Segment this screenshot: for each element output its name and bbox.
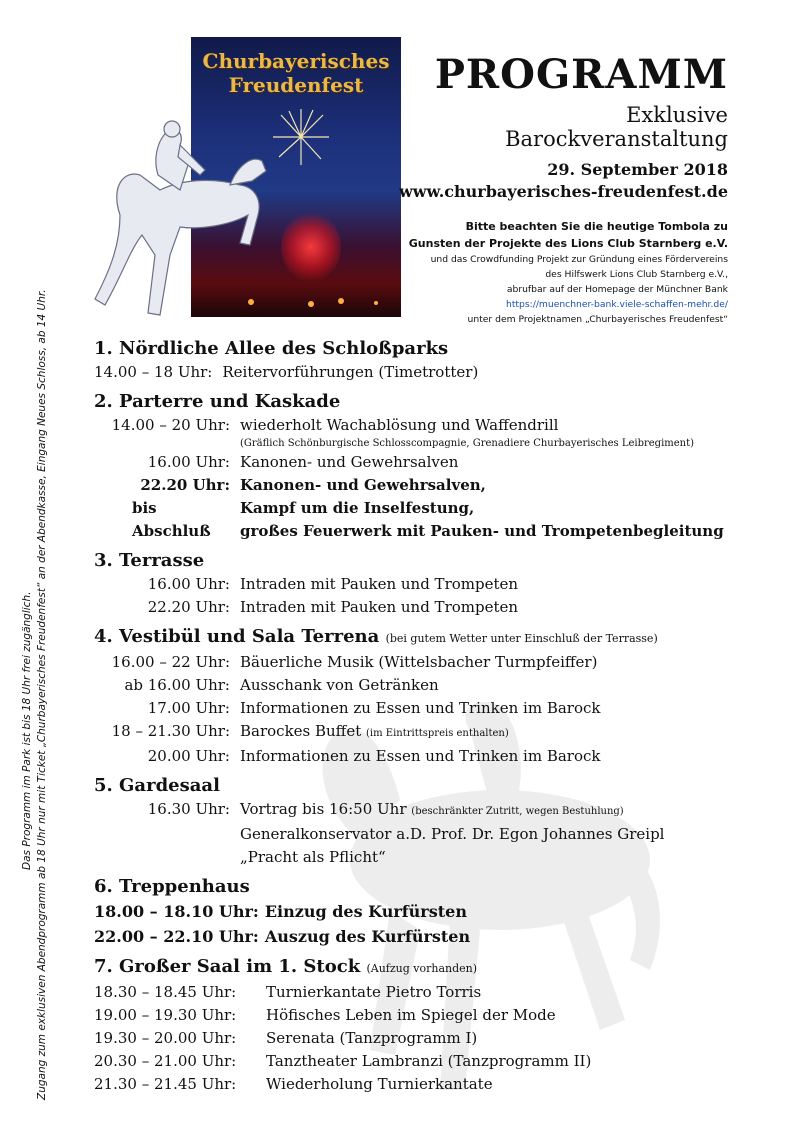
program-list bbox=[94, 331, 754, 1096]
schedule-row bbox=[94, 1004, 754, 1027]
row-desc: Einzug des Kurfürsten bbox=[264, 902, 467, 921]
program-subtitle-2: Barockveranstaltung bbox=[505, 127, 728, 151]
row-time: 20.00 Uhr: bbox=[147, 747, 230, 765]
section-title bbox=[94, 625, 754, 651]
program-subtitle: Exklusive bbox=[626, 103, 728, 127]
crowdfunding-line-3: abrufbar auf der Homepage der Münchner Bank bbox=[506, 284, 728, 295]
row-desc: Bäuerliche Musik (Wittelsbacher Turmpfeiffer) bbox=[240, 653, 598, 671]
crowdfunding-link[interactable]: https://muenchner-bank.viele-schaffen-mehr.de/ bbox=[506, 299, 728, 310]
row-desc: Ausschank von Getränken bbox=[240, 676, 439, 694]
row-desc: Informationen zu Essen und Trinken im Barock bbox=[240, 699, 601, 717]
section-title: 6. Treppenhaus bbox=[94, 876, 250, 897]
schedule-row bbox=[94, 798, 754, 823]
section-6 bbox=[94, 875, 754, 949]
tombola-line-2: Gunsten der Projekte des Lions Club Starnberg e.V. bbox=[408, 237, 728, 250]
access-info-line-2: Zugang zum exklusiven Abendprogramm ab 18 Uhr nur mit Ticket „Churbayerisches Freudenfest“ an der Abendkasse, Eingang Neues Schloss, ab 14 Uhr. bbox=[36, 289, 48, 1100]
row-desc: Wiederholung Turnierkantate bbox=[266, 1075, 493, 1093]
section-3 bbox=[94, 549, 754, 619]
row-desc: Kanonen- und Gewehrsalven bbox=[240, 453, 459, 471]
event-date: 29. September 2018 bbox=[547, 160, 728, 179]
section-title-note: (bei gutem Wetter unter Einschluß der Terrasse) bbox=[385, 632, 658, 645]
schedule-row bbox=[94, 474, 754, 497]
schedule-row bbox=[94, 745, 754, 768]
row-desc: Kanonen- und Gewehrsalven, bbox=[240, 476, 486, 494]
row-time: 18 – 21.30 Uhr: bbox=[111, 722, 230, 740]
schedule-row bbox=[94, 846, 754, 869]
row-time: 18.30 – 18.45 Uhr: bbox=[94, 983, 237, 1001]
section-title-text: 7. Großer Saal im 1. Stock bbox=[94, 956, 361, 977]
row-desc-text: Vortrag bis 16:50 Uhr bbox=[240, 800, 407, 818]
row-time: 21.30 – 21.45 Uhr: bbox=[94, 1075, 237, 1093]
schedule-row bbox=[94, 651, 754, 674]
section-2 bbox=[94, 390, 754, 543]
row-time: 16.00 Uhr: bbox=[147, 575, 230, 593]
schedule-row bbox=[94, 981, 754, 1004]
row-time: 22.20 Uhr: bbox=[147, 598, 230, 616]
row-time: 16.00 Uhr: bbox=[147, 453, 230, 471]
section-1 bbox=[94, 337, 754, 384]
schedule-row bbox=[94, 674, 754, 697]
row-desc-text: Barockes Buffet bbox=[240, 722, 362, 740]
row-time: bis bbox=[132, 499, 157, 517]
row-desc: Reitervorführungen (Timetrotter) bbox=[222, 363, 479, 381]
row-time: 22.20 Uhr: bbox=[140, 476, 230, 494]
schedule-row bbox=[94, 899, 754, 924]
section-title: 5. Gardesaal bbox=[94, 775, 220, 796]
row-time: 20.30 – 21.00 Uhr: bbox=[94, 1052, 237, 1070]
tombola-line-1: Bitte beachten Sie die heutige Tombola zu bbox=[465, 220, 728, 233]
section-title bbox=[94, 955, 754, 981]
schedule-row bbox=[94, 573, 754, 596]
row-time: Abschluß bbox=[132, 522, 211, 540]
section-title: 1. Nördliche Allee des Schloßparks bbox=[94, 338, 449, 359]
access-info-vertical bbox=[20, 289, 50, 1100]
row-time: ab 16.00 Uhr: bbox=[124, 676, 230, 694]
access-info-line-1: Das Programm im Park ist bis 18 Uhr frei zugänglich. bbox=[21, 591, 33, 870]
row-desc: Informationen zu Essen und Trinken im Barock bbox=[240, 747, 601, 765]
schedule-row bbox=[94, 497, 754, 520]
row-time: 14.00 – 20 Uhr: bbox=[111, 416, 230, 434]
section-title: 2. Parterre und Kaskade bbox=[94, 391, 341, 412]
schedule-row bbox=[0, 361, 754, 384]
schedule-row bbox=[94, 720, 754, 745]
schedule-row-note bbox=[94, 437, 754, 451]
crowdfunding-line-4: unter dem Projektnamen „Churbayerisches Freudenfest“ bbox=[467, 314, 728, 325]
row-time: 18.00 – 18.10 Uhr: bbox=[94, 902, 259, 921]
row-desc: Tanztheater Lambranzi (Tanzprogramm II) bbox=[266, 1052, 592, 1070]
schedule-row bbox=[94, 596, 754, 619]
row-time: 19.30 – 20.00 Uhr: bbox=[94, 1029, 237, 1047]
section-title: 3. Terrasse bbox=[94, 550, 205, 571]
schedule-row bbox=[94, 1073, 754, 1096]
row-desc-note: (im Eintrittspreis enthalten) bbox=[366, 728, 509, 739]
row-desc-note: (beschränkter Zutritt, wegen Bestuhlung) bbox=[411, 806, 624, 817]
row-time: 19.00 – 19.30 Uhr: bbox=[94, 1006, 237, 1024]
row-desc: Kampf um die Inselfestung, bbox=[240, 499, 475, 517]
schedule-row bbox=[94, 1027, 754, 1050]
row-desc: Intraden mit Pauken und Trompeten bbox=[240, 575, 519, 593]
section-title-note: (Aufzug vorhanden) bbox=[366, 962, 478, 975]
firework-icon bbox=[271, 107, 331, 167]
row-time: 22.00 – 22.10 Uhr: bbox=[94, 927, 259, 946]
row-time bbox=[94, 846, 240, 869]
row-desc: Intraden mit Pauken und Trompeten bbox=[240, 598, 519, 616]
row-desc: „Pracht als Pflicht“ bbox=[240, 848, 386, 866]
schedule-row bbox=[94, 520, 754, 543]
equestrian-statue-image bbox=[80, 115, 270, 330]
section-5 bbox=[94, 774, 754, 869]
poster-title bbox=[191, 49, 401, 97]
event-website: www.churbayerisches-freudenfest.de bbox=[399, 182, 728, 201]
schedule-row bbox=[94, 823, 754, 846]
schedule-row bbox=[94, 451, 754, 474]
crowdfunding-line-1: und das Crowdfunding Projekt zur Gründung eines Fördervereins bbox=[430, 254, 728, 265]
row-time: 17.00 Uhr: bbox=[147, 699, 230, 717]
row-time: 16.30 Uhr: bbox=[147, 800, 230, 818]
schedule-row bbox=[94, 1050, 754, 1073]
poster-title-line1: Churbayerisches bbox=[202, 49, 390, 73]
row-desc: wiederholt Wachablösung und Waffendrill bbox=[240, 416, 559, 434]
section-7 bbox=[94, 955, 754, 1096]
row-desc bbox=[240, 798, 624, 823]
row-time bbox=[94, 437, 240, 451]
section-4 bbox=[94, 625, 754, 768]
schedule-row bbox=[94, 697, 754, 720]
row-desc bbox=[240, 720, 509, 745]
section-title-text: 4. Vestibül und Sala Terrena bbox=[94, 626, 380, 647]
schedule-row bbox=[94, 924, 754, 949]
row-time: 14.00 – 18 Uhr: bbox=[94, 363, 213, 381]
row-desc: Serenata (Tanzprogramm I) bbox=[266, 1029, 478, 1047]
row-time: 16.00 – 22 Uhr: bbox=[111, 653, 230, 671]
red-flare bbox=[281, 212, 341, 282]
row-time bbox=[94, 823, 240, 846]
row-desc: Turnierkantate Pietro Torris bbox=[266, 983, 482, 1001]
row-desc: Auszug des Kurfürsten bbox=[264, 927, 471, 946]
schedule-row bbox=[94, 414, 754, 437]
tombola-note bbox=[368, 218, 728, 327]
row-desc: Höfisches Leben im Spiegel der Mode bbox=[266, 1006, 556, 1024]
program-title: PROGRAMM bbox=[434, 51, 728, 98]
row-desc: (Gräflich Schönburgische Schlosscompagnie, Grenadiere Churbayerisches Leibregiment) bbox=[240, 438, 695, 449]
crowdfunding-line-2: des Hilfswerk Lions Club Starnberg e.V., bbox=[545, 269, 728, 280]
row-desc: großes Feuerwerk mit Pauken- und Trompetenbegleitung bbox=[240, 522, 724, 540]
row-desc: Generalkonservator a.D. Prof. Dr. Egon Johannes Greipl bbox=[240, 825, 665, 843]
poster-title-line2: Freudenfest bbox=[228, 73, 364, 97]
